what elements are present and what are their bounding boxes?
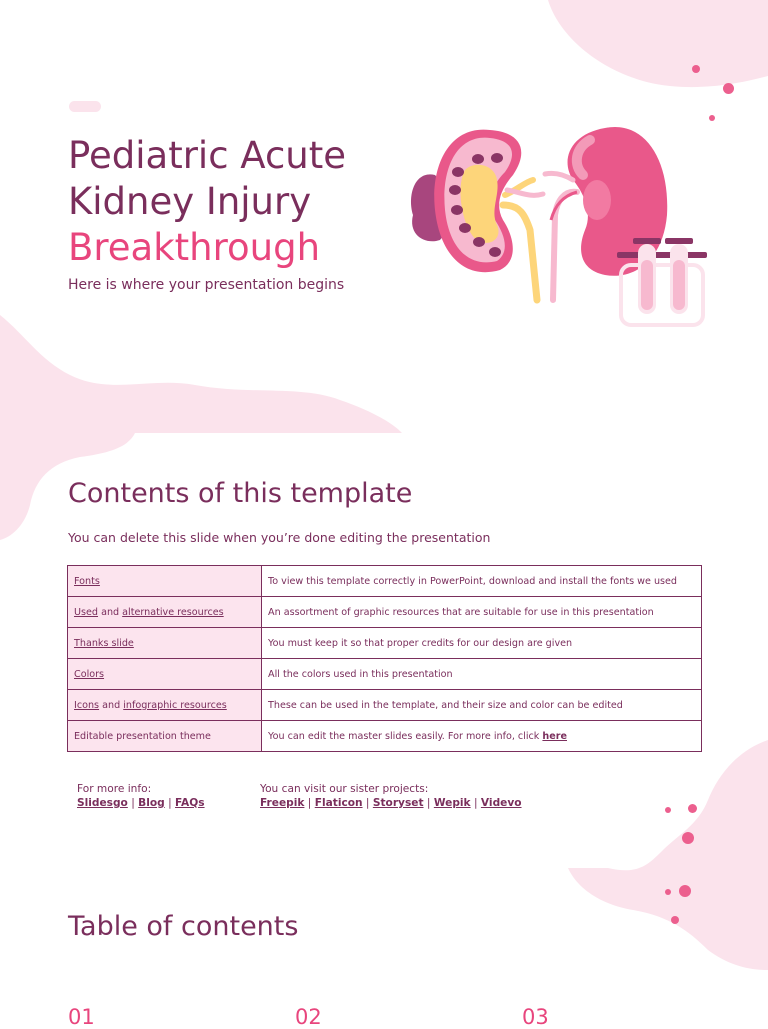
link-separator: |: [470, 797, 481, 809]
description-text: All the colors used in this presentation: [268, 668, 453, 680]
decor-dot: [679, 885, 691, 897]
decor-dot: [723, 83, 734, 94]
resource-link[interactable]: infographic resources: [123, 699, 227, 711]
resource-text: and: [99, 699, 124, 711]
table-row: [68, 566, 702, 597]
resource-text: Editable presentation theme: [74, 730, 211, 742]
description-cell: [262, 721, 702, 752]
description-cell: [262, 597, 702, 628]
resource-link[interactable]: Used: [74, 606, 99, 618]
resource-link[interactable]: Colors: [74, 668, 105, 680]
contents-table: [67, 565, 702, 752]
resource-cell: [68, 659, 262, 690]
toc-number-1: 01: [68, 1005, 95, 1029]
table-row: [68, 628, 702, 659]
description-cell: [262, 659, 702, 690]
decor-dot: [692, 65, 700, 73]
table-row: [68, 597, 702, 628]
description-text: You must keep it so that proper credits for our design are given: [268, 637, 573, 649]
resource-link[interactable]: alternative resources: [122, 606, 224, 618]
contents-note: You can delete this slide when you’re done editing the presentation: [68, 530, 491, 545]
more-info-label: For more info:: [77, 783, 152, 795]
link-separator: |: [362, 797, 373, 809]
here-link[interactable]: here: [542, 730, 567, 742]
footer-link-videvo[interactable]: Videvo: [480, 797, 522, 809]
title-line-2: Kidney Injury: [68, 180, 312, 223]
resource-link[interactable]: Icons: [74, 699, 100, 711]
footer-link-freepik[interactable]: Freepik: [260, 797, 305, 809]
title-line-1: Pediatric Acute: [68, 134, 347, 177]
top-right-blob: [540, 0, 768, 90]
footer-link-flaticon[interactable]: Flaticon: [314, 797, 363, 809]
footer-link-slidesgo[interactable]: Slidesgo: [77, 797, 128, 809]
more-info-links: [77, 796, 205, 810]
table-row: [68, 659, 702, 690]
link-separator: |: [304, 797, 315, 809]
subtitle: Here is where your presentation begins: [68, 277, 345, 293]
sister-projects-links: [260, 796, 522, 810]
resource-cell: [68, 690, 262, 721]
decor-dot: [665, 807, 671, 813]
resource-cell: [68, 628, 262, 659]
table-row: [68, 690, 702, 721]
resource-cell: [68, 721, 262, 752]
toc-number-3: 03: [522, 1005, 549, 1029]
title-line-3: Breakthrough: [68, 226, 321, 269]
description-cell: [262, 566, 702, 597]
decor-pill: [69, 101, 101, 112]
description-cell: [262, 690, 702, 721]
resource-link[interactable]: Thanks slide: [74, 637, 134, 649]
description-cell: [262, 628, 702, 659]
link-separator: |: [127, 797, 139, 809]
description-text: An assortment of graphic resources that are suitable for use in this presentation: [268, 606, 654, 618]
contents-heading: Contents of this template: [68, 478, 413, 509]
resource-cell: [68, 597, 262, 628]
resource-text: and: [98, 606, 123, 618]
footer-link-blog[interactable]: Blog: [138, 797, 165, 809]
footer-link-wepik[interactable]: Wepik: [433, 797, 471, 809]
resource-cell: [68, 566, 262, 597]
footer-link-faqs[interactable]: FAQs: [175, 797, 205, 809]
kidney-illustration: [405, 120, 715, 330]
link-separator: |: [164, 797, 176, 809]
decor-dot: [665, 889, 671, 895]
decor-dot: [682, 832, 694, 844]
sister-projects-block: [260, 782, 522, 810]
footer-link-storyset[interactable]: Storyset: [372, 797, 424, 809]
link-separator: |: [423, 797, 434, 809]
resource-link[interactable]: Fonts: [74, 575, 100, 587]
more-info-block: [77, 782, 205, 810]
description-text: You can edit the master slides easily. For more info, click: [268, 730, 543, 742]
table-row: [68, 721, 702, 752]
toc-number-2: 02: [295, 1005, 322, 1029]
decor-dot: [671, 916, 679, 924]
description-text: These can be used in the template, and their size and color can be edited: [268, 699, 623, 711]
description-text: To view this template correctly in PowerPoint, download and install the fonts we used: [268, 575, 678, 587]
sister-projects-label: You can visit our sister projects:: [260, 783, 429, 795]
decor-dot: [688, 804, 697, 813]
toc-heading: Table of contents: [68, 911, 299, 942]
right-blob: [568, 740, 768, 970]
